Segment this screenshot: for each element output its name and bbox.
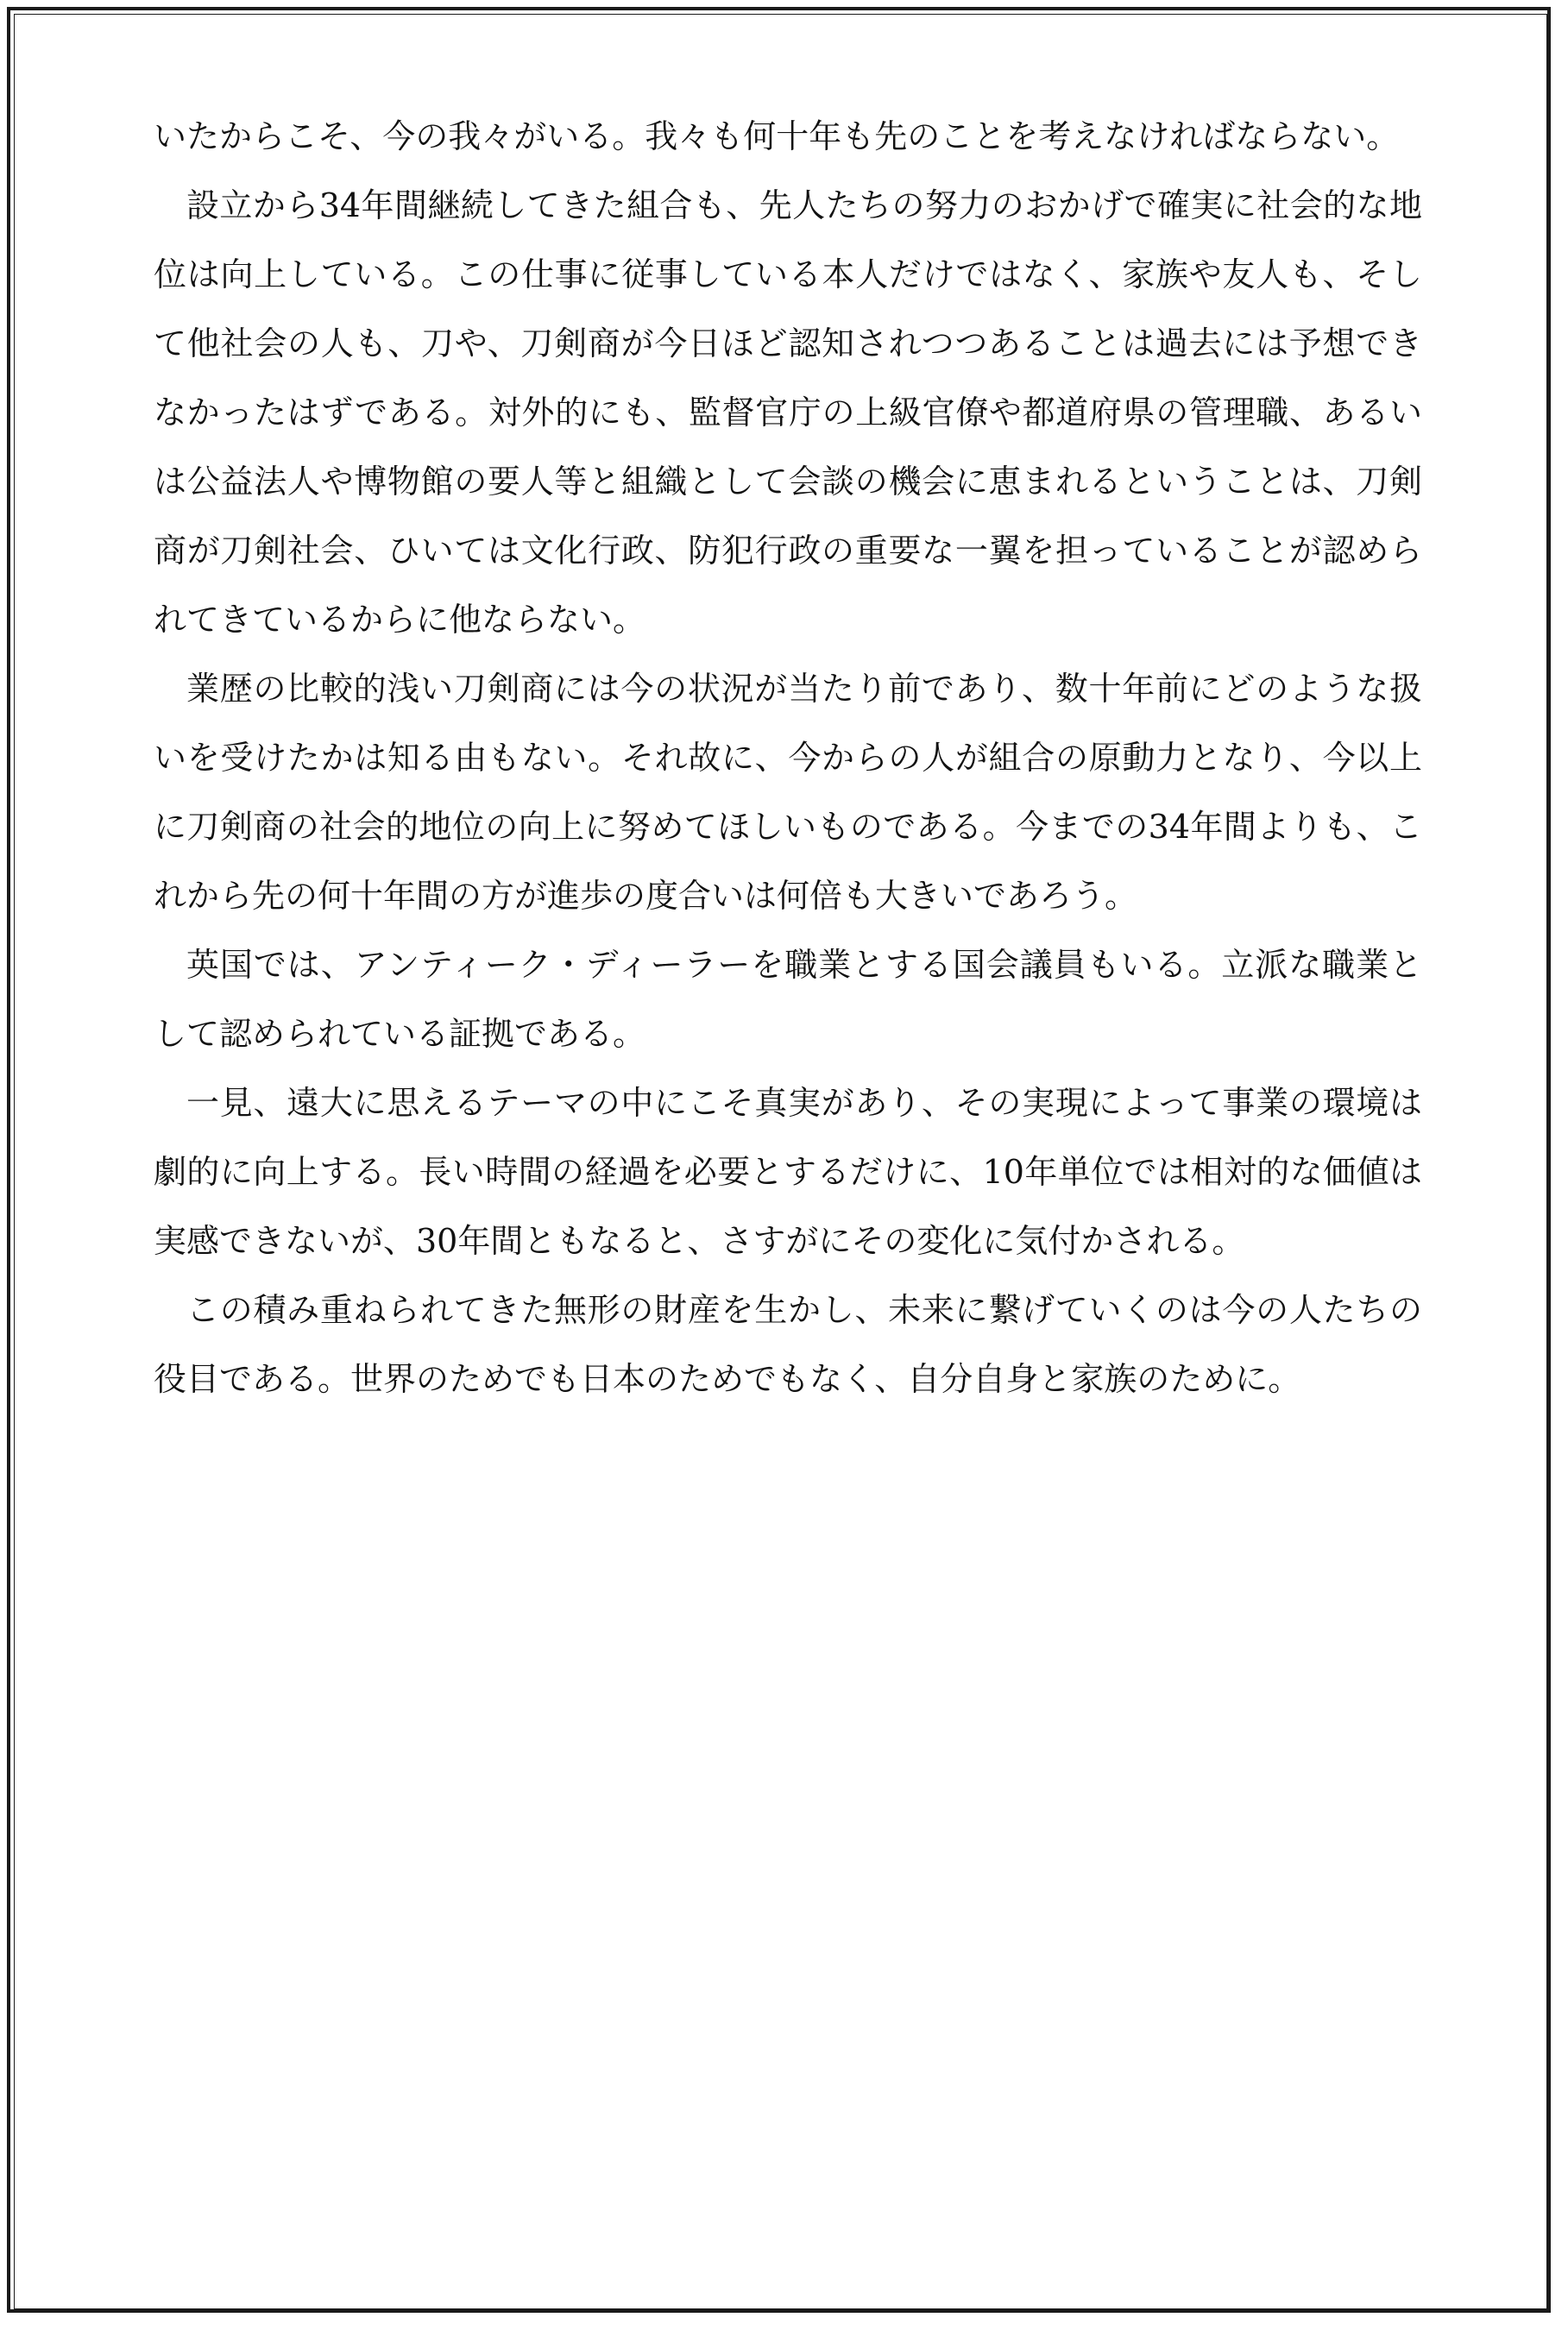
paragraph-3: 業歴の比較的浅い刀剣商には今の状況が当たり前であり、数十年前にどのような扱いを受けたかは知る由もない。それ故に、今からの人が組合の原動力となり、今以上に刀剣商の社会的地位の向上に努めてほしいものである。今までの34年間よりも、これから先の何十年間の方が進歩の度合いは何倍も大きいであろう。 [154, 670, 1422, 915]
paragraph-1: いたからこそ、今の我々がいる。我々も何十年も先のことを考えなければならない。 [154, 117, 1400, 155]
paragraph-5: 一見、遠大に思えるテーマの中にこそ真実があり、その実現によって事業の環境は劇的に向上する。長い時間の経過を必要とするだけに、10年単位では相対的な価値は実感できないが、30年間ともなると、さすがにその変化に気付かされる。 [154, 1084, 1422, 1260]
document-body [154, 102, 1422, 1414]
paragraph-2: 設立から34年間継続してきた組合も、先人たちの努力のおかげで確実に社会的な地位は向上している。この仕事に従事している本人だけではなく、家族や友人も、そして他社会の人も、刀や、刀剣商が今日ほど認知されつつあることは過去には予想できなかったはずである。対外的にも、監督官庁の上級官僚や都道府県の管理職、あるいは公益法人や博物館の要人等と組織として会談の機会に恵まれるということは、刀剣商が刀剣社会、ひいては文化行政、防犯行政の重要な一翼を担っていることが認められてきているからに他ならない。 [154, 186, 1422, 639]
paragraph-6: この積み重ねられてきた無形の財産を生かし、未来に繋げていくのは今の人たちの役目である。世界のためでも日本のためでもなく、自分自身と家族のために。 [154, 1291, 1422, 1398]
paragraph-4: 英国では、アンティーク・ディーラーを職業とする国会議員もいる。立派な職業として認められている証拠である。 [154, 946, 1422, 1053]
